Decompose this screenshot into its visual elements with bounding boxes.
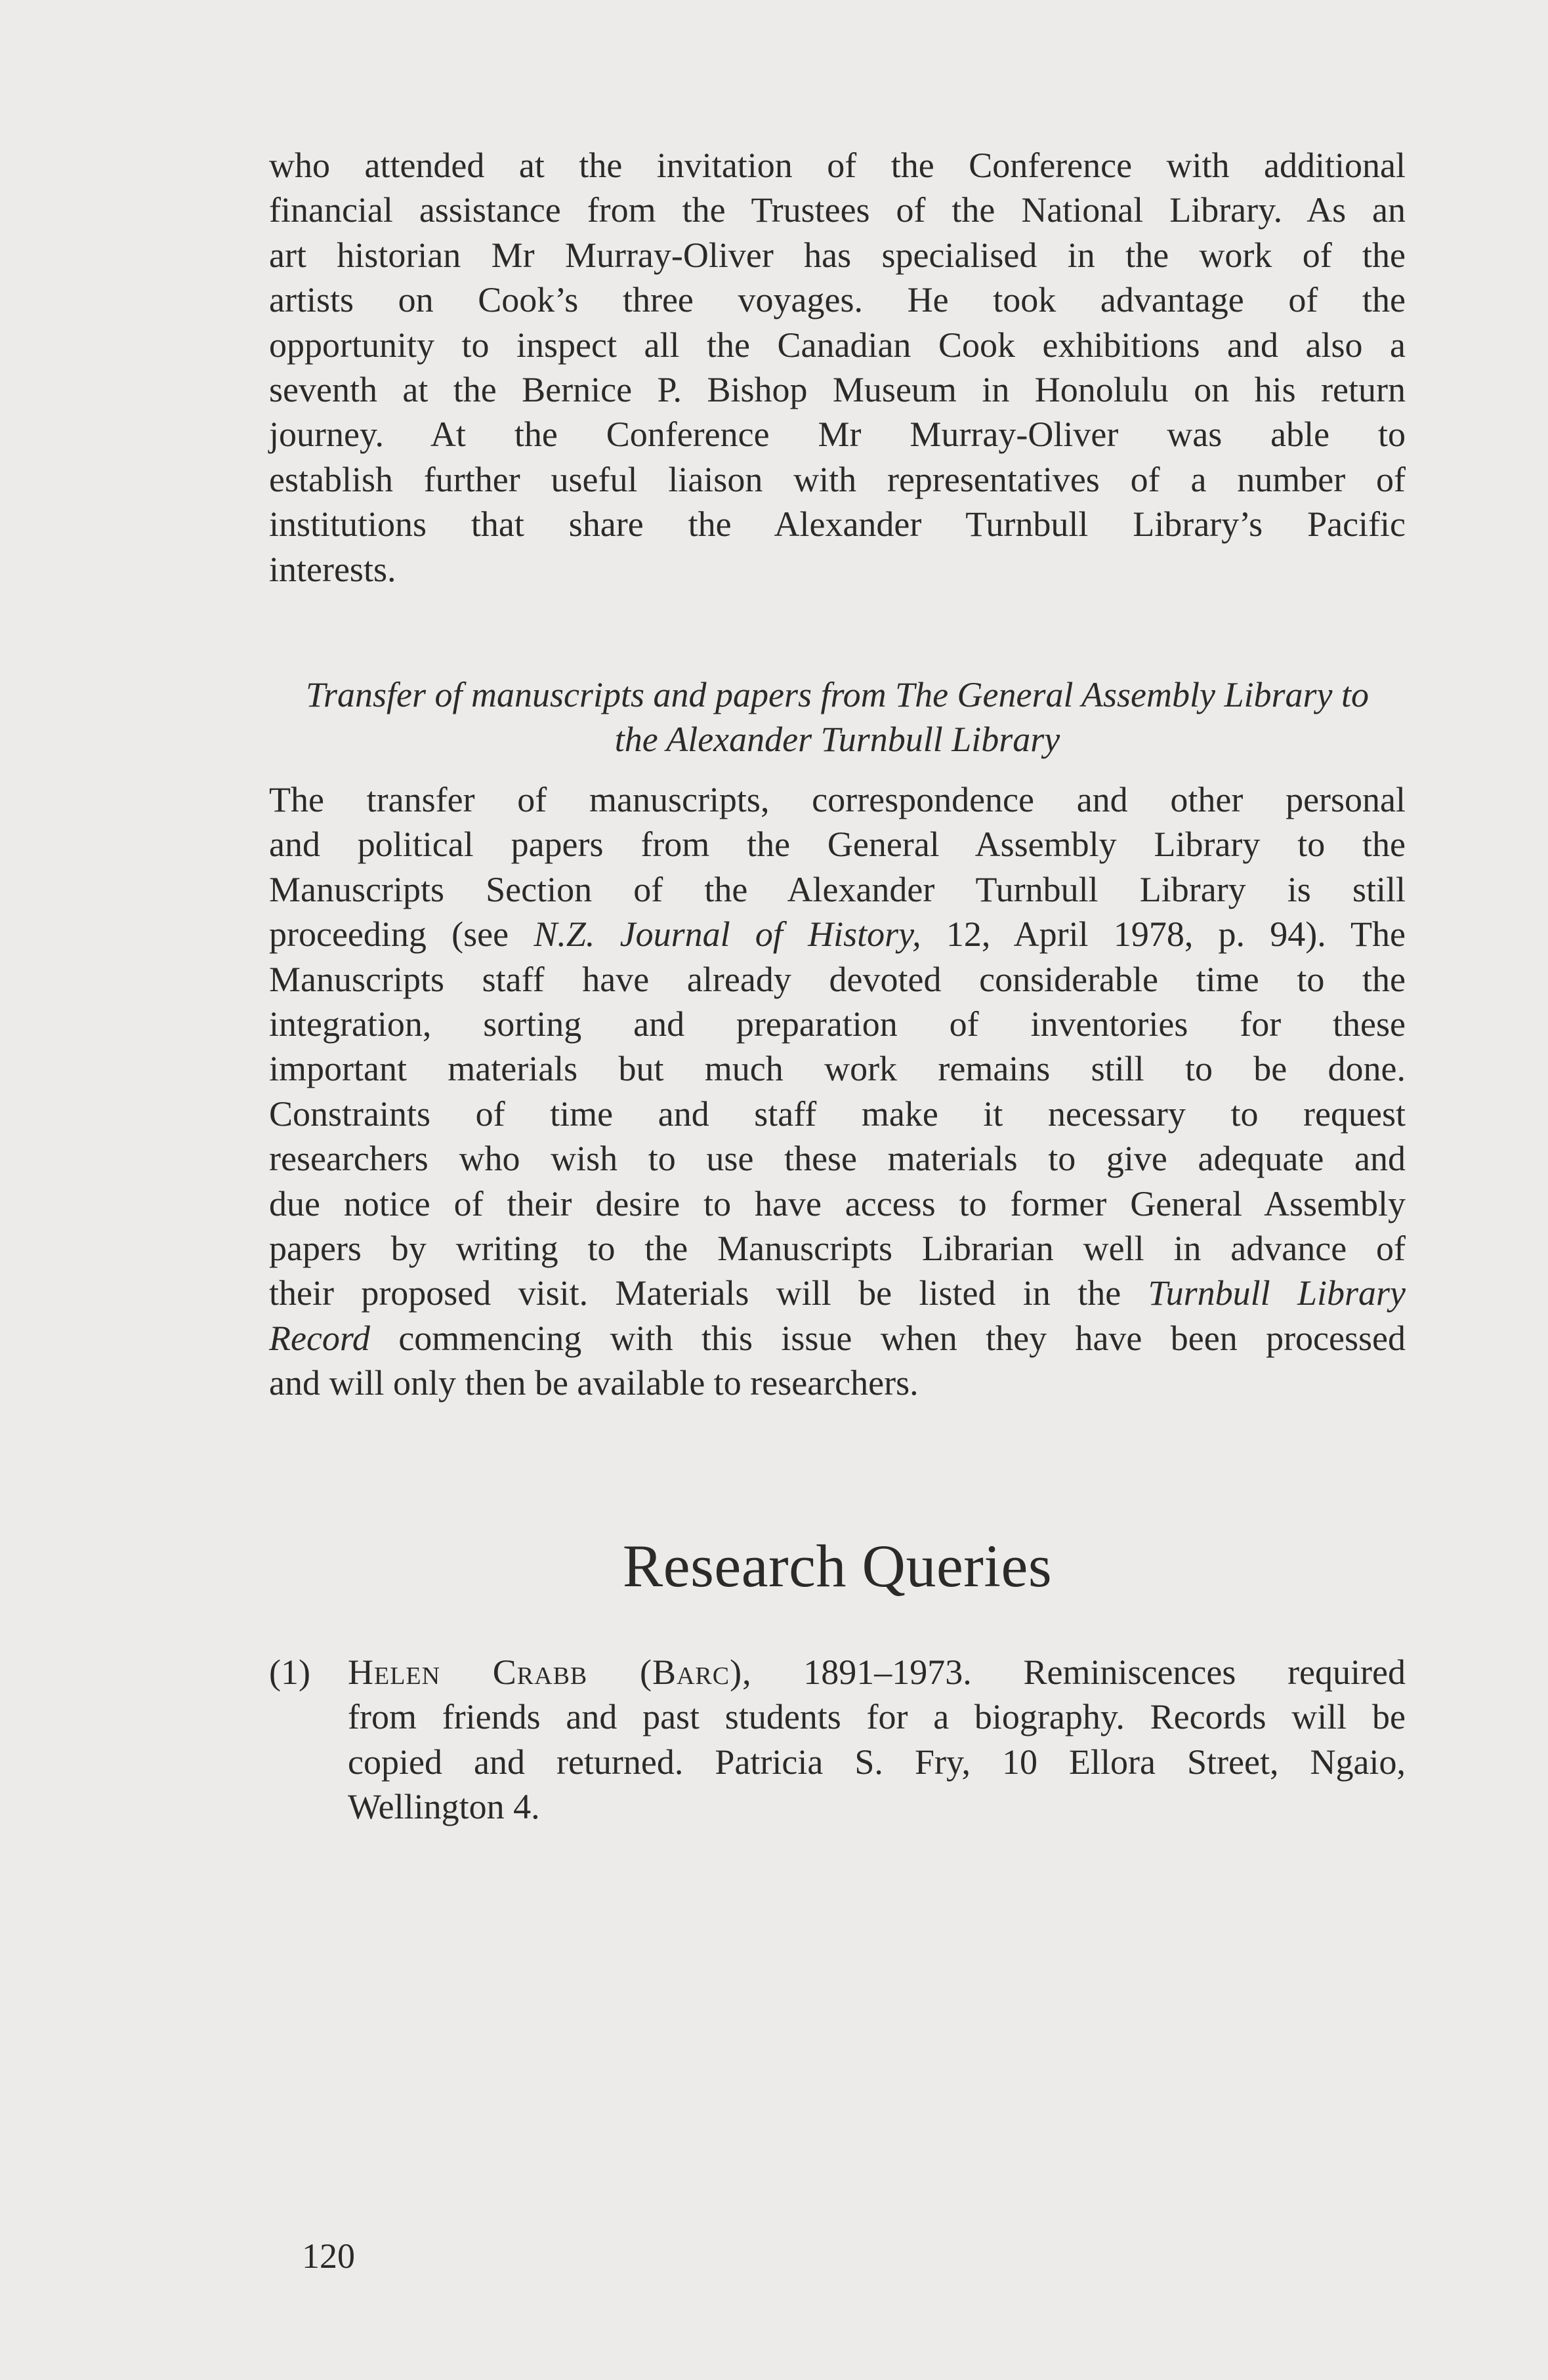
query-number: (1) [269,1652,310,1692]
text-line: opportunity to inspect all the Canadian Cook exhibitions and also a [269,325,1406,365]
text-line: who attended at the invitation of the Conference with additional [269,146,1406,185]
subheading-line: Transfer of manuscripts and papers from The General Assembly Library to [305,675,1370,714]
text-line: Manuscripts staff have already devoted considerable time to the [269,959,1406,999]
text-line: Wellington 4. [348,1787,540,1827]
journal-title: N.Z. Journal of History, [533,914,921,954]
text-line: researchers who wish to use these materials to give adequate and [269,1139,1406,1179]
text-line: establish further useful liaison with representatives of a number of [269,459,1406,499]
publication-title: Record [269,1318,370,1358]
publication-title: Turnbull Library [1148,1273,1406,1313]
text-line: from friends and past students for a biography. Records will be [348,1697,1406,1737]
text-line: financial assistance from the Trustees of the National Library. As an [269,190,1406,230]
text-fragment: 12, April 1978, p. 94). The [921,914,1406,954]
section-subheading [269,672,1406,762]
text-line: seventh at the Bernice P. Bishop Museum in Honolulu on his return [269,370,1406,410]
text-line: institutions that share the Alexander Turnbull Library’s Pacific [269,504,1406,544]
text-line [269,912,1406,956]
text-line: interests. [269,549,396,589]
text-line: and will only then be available to researchers. [269,1363,919,1403]
text-line: Constraints of time and staff make it necessary to request [269,1094,1406,1134]
text-line: papers by writing to the Manuscripts Librarian well in advance of [269,1229,1406,1269]
text-line [269,1316,1406,1361]
text-line: important materials but much work remains still to be done. [269,1049,1406,1089]
text-fragment: 1891–1973. Reminiscences required [751,1652,1406,1692]
text-line: copied and returned. Patricia S. Fry, 10 Ellora Street, Ngaio, [348,1742,1406,1782]
intro-paragraph [269,143,1406,592]
text-line: The transfer of manuscripts, correspondence and other personal [269,780,1406,819]
text-line: journey. At the Conference Mr Murray-Oliver was able to [269,415,1406,455]
text-line: artists on Cook’s three voyages. He took advantage of the [269,280,1406,320]
query-body [348,1650,1406,1830]
subheading-line: the Alexander Turnbull Library [614,720,1060,759]
text-fragment: commencing with this issue when they have been processed [369,1318,1406,1358]
section-title: Research Queries [622,1532,1053,1599]
text-fragment: proceeding (see [269,914,534,954]
text-line [348,1650,1406,1694]
person-name: Helen Crabb (Barc), [348,1652,752,1692]
text-line: art historian Mr Murray-Oliver has specialised in the work of the [269,235,1406,275]
page-number: 120 [302,2236,355,2276]
text-line: due notice of their desire to have access to former General Assembly [269,1183,1406,1223]
text-fragment: their proposed visit. Materials will be listed in the [269,1273,1148,1313]
text-line [269,1271,1406,1315]
text-line: integration, sorting and preparation of inventories for these [269,1004,1406,1044]
text-line: and political papers from the General Assembly Library to the [269,825,1406,865]
transfer-paragraph [269,777,1406,1406]
text-line: Manuscripts Section of the Alexander Turnbull Library is still [269,869,1406,909]
